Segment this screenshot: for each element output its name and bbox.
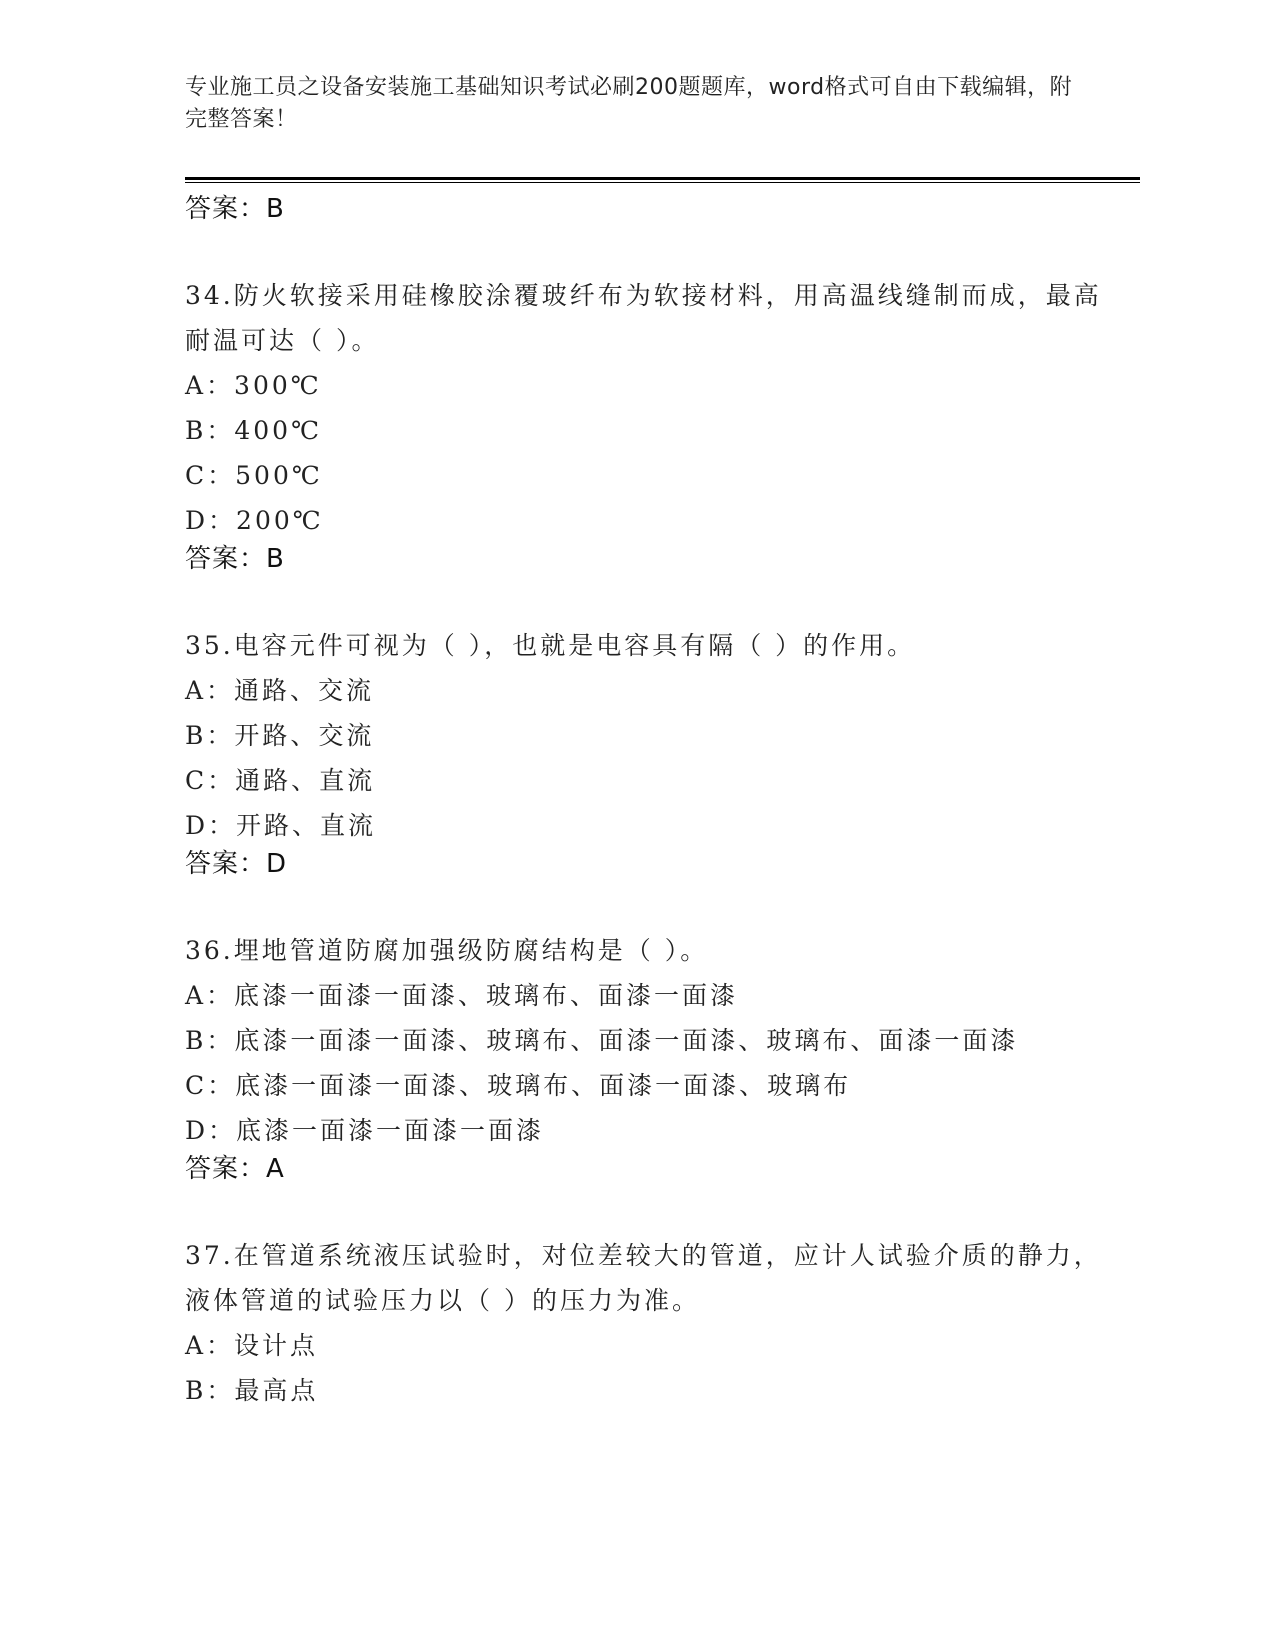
header-divider-thick xyxy=(185,177,1140,180)
question-37 xyxy=(185,1233,1105,1413)
question-34 xyxy=(185,273,1105,575)
answer-line: 答案：A xyxy=(185,1154,285,1184)
question-text: 37.在管道系统液压试验时，对位差较大的管道，应计人试验介质的静力，液体管道的试验压力以（ ）的压力为准。 xyxy=(185,1241,1102,1315)
option-b: B：最高点 xyxy=(185,1376,319,1405)
question-text: 35.电容元件可视为（ ），也就是电容具有隔（ ）的作用。 xyxy=(185,631,916,660)
option-a: A：300℃ xyxy=(185,371,322,400)
option-b: B：400℃ xyxy=(185,416,323,445)
answer-line: 答案：D xyxy=(185,849,288,879)
option-d: D：开路、直流 xyxy=(185,811,377,840)
option-b: B：开路、交流 xyxy=(185,721,375,750)
option-a: A：底漆一面漆一面漆、玻璃布、面漆一面漆 xyxy=(185,981,739,1010)
question-36 xyxy=(185,928,1105,1185)
answer-line: 答案：B xyxy=(185,544,285,574)
question-text: 36.埋地管道防腐加强级防腐结构是（ ）。 xyxy=(185,936,709,965)
option-c: C：通路、直流 xyxy=(185,766,376,795)
option-a: A：通路、交流 xyxy=(185,676,375,705)
header-divider-thin xyxy=(185,182,1140,183)
option-d: D：底漆一面漆一面漆一面漆 xyxy=(185,1116,545,1145)
option-a: A：设计点 xyxy=(185,1331,319,1360)
question-35 xyxy=(185,623,1105,880)
answer-line: 答案：B xyxy=(185,194,285,224)
question-list xyxy=(185,193,1105,1413)
option-c: C：500℃ xyxy=(185,461,323,490)
question-text: 34.防火软接采用硅橡胶涂覆玻纤布为软接材料，用高温线缝制而成，最高耐温可达（ ）。 xyxy=(185,281,1102,355)
option-b: B：底漆一面漆一面漆、玻璃布、面漆一面漆、玻璃布、面漆一面漆 xyxy=(185,1026,1019,1055)
option-d: D：200℃ xyxy=(185,506,324,535)
option-c: C：底漆一面漆一面漆、玻璃布、面漆一面漆、玻璃布 xyxy=(185,1071,852,1100)
document-header: 专业施工员之设备安装施工基础知识考试必刷200题题库，word格式可自由下载编辑，附完整答案！ xyxy=(185,75,1073,132)
